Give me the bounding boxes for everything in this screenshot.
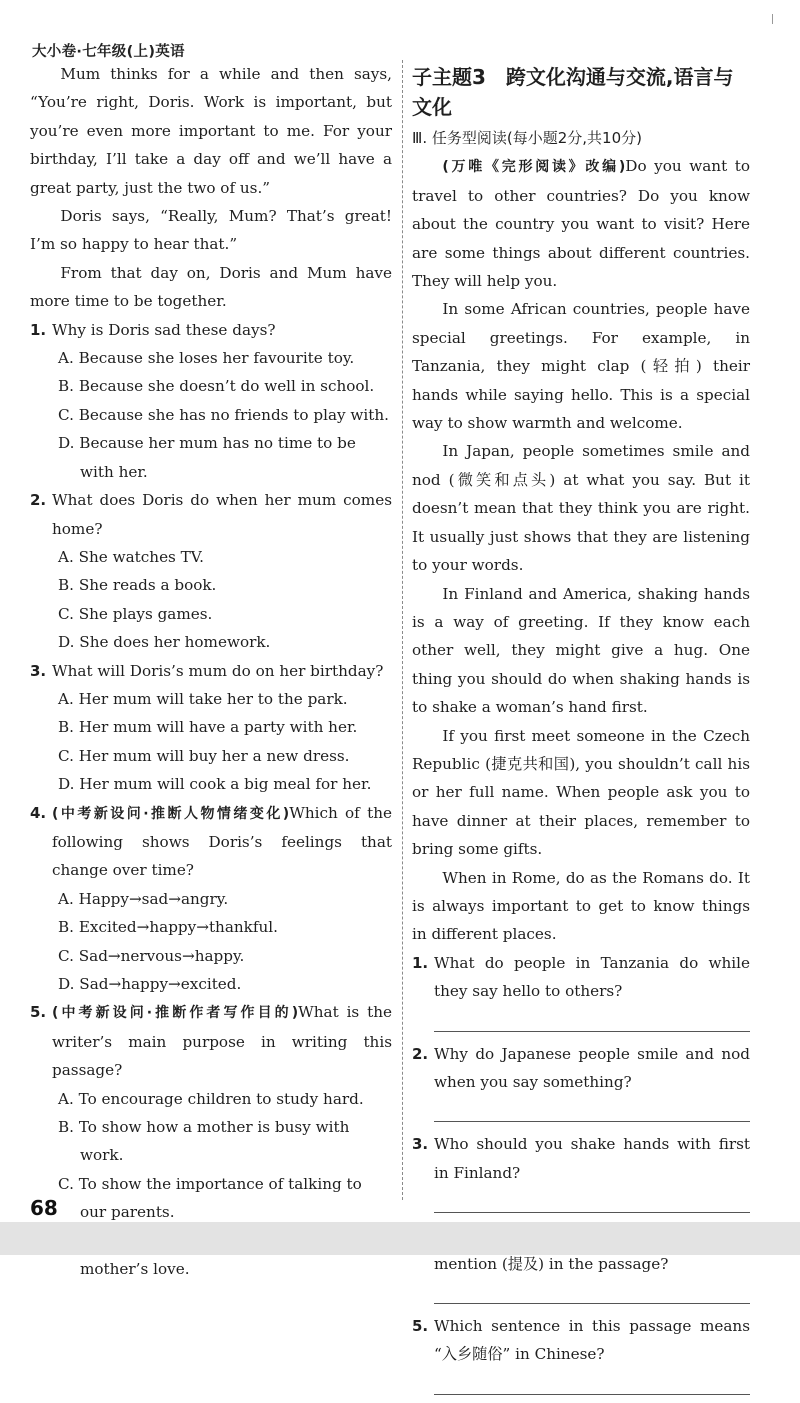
question-text: What do people in Tanzania do while they say hello to others? [434, 953, 750, 1001]
question-text: What does Doris do when her mum comes home? [52, 491, 392, 538]
option-d[interactable]: D. She does her homework. [58, 633, 271, 652]
answer-line[interactable] [434, 1012, 750, 1032]
options-2 [30, 543, 392, 657]
question-number: 4. [30, 803, 47, 822]
option-b[interactable]: B. Excited→happy→thankful. [58, 918, 278, 937]
right-column [412, 60, 750, 1403]
question-1 [30, 316, 392, 344]
question-body: Which of the following shows Doris’s feelings that change over time? [52, 803, 392, 880]
question-text: Which sentence in this passage means “入乡随俗” in Chinese? [434, 1317, 750, 1364]
option-b[interactable]: B. To show how a mother is busy with work. [58, 1118, 350, 1165]
question-4 [30, 799, 392, 885]
passage-source-tag: (万唯《完形阅读》改编) [442, 159, 626, 176]
passage-paragraph: In Finland and America, shaking hands is a way of greeting. If they know each other well, they might give a hug. One thing you should do when shaking hands is to shake a woman’s hand first. [412, 584, 750, 717]
question-source-tag: (中考新设问·推断作者写作目的) [52, 1005, 299, 1022]
option-c[interactable]: C. Her mum will buy her a new dress. [58, 746, 350, 765]
question-text: Why do Japanese people smile and nod when you say something? [434, 1044, 750, 1091]
story-paragraph: Mum thinks for a while and then says, “You’re right, Doris. Work is important, but you’re even more important to me. For your birthday, I’ll take a day off and we’ll have a great party, just the two of us.” [30, 65, 392, 197]
question-number: 2. [412, 1044, 429, 1063]
task-question-1 [412, 949, 750, 1006]
passage-paragraph: When in Rome, do as the Romans do. It is always important to get to know things in different places. [412, 868, 750, 944]
question-3 [30, 657, 392, 685]
passage-paragraph: In some African countries, people have special greetings. For example, in Tanzania, they might clap (轻拍) their hands while saying hello. This is a special way to show warmth and welcome. [412, 300, 750, 433]
option-a[interactable]: A. To encourage children to study hard. [58, 1089, 364, 1108]
options-4 [30, 885, 392, 999]
question-5 [30, 998, 392, 1084]
option-b[interactable]: B. She reads a book. [58, 576, 217, 595]
option-a[interactable]: A. Her mum will take her to the park. [58, 689, 348, 708]
question-body: What is the writer’s main purpose in writing this passage? [52, 1003, 392, 1080]
left-column [30, 60, 392, 1283]
option-c[interactable]: C. To show the importance of talking to our parents. [58, 1174, 362, 1222]
option-b[interactable]: B. Her mum will have a party with her. [58, 718, 358, 737]
page-bottom-margin [0, 1222, 800, 1255]
subtheme-title: 子主题3 跨文化沟通与交流,语言与文化 [412, 65, 734, 119]
passage-paragraph: In Japan, people sometimes smile and nod (微笑和点头) at what you say. But it doesn’t mean that they think you are right. It usually just shows that they are listening to your words. [412, 442, 750, 575]
task-question-2 [412, 1040, 750, 1097]
answer-line[interactable] [434, 1102, 750, 1122]
question-text [52, 998, 392, 1084]
task-question-5 [412, 1312, 750, 1369]
question-number: 5. [30, 1003, 47, 1022]
option-b[interactable]: B. Because she doesn’t do well in school. [58, 377, 375, 396]
option-d[interactable]: D. Because her mum has no time to be with her. [58, 434, 356, 481]
option-c[interactable]: C. Because she has no friends to play with. [58, 405, 389, 424]
question-text [52, 799, 392, 885]
option-a[interactable]: A. Because she loses her favourite toy. [58, 349, 355, 368]
question-text: Why is Doris sad these days? [52, 320, 276, 339]
answer-line[interactable] [434, 1284, 750, 1304]
passage-intro [412, 152, 750, 295]
options-1 [30, 344, 392, 486]
answer-line[interactable] [434, 1193, 750, 1213]
option-d[interactable]: mother’s love. [80, 1260, 190, 1279]
page-header: 大小卷·七年级(上)英语 [32, 44, 185, 60]
question-text: mention (提及) in the passage? [434, 1254, 669, 1273]
option-a[interactable]: A. She watches TV. [58, 547, 204, 566]
page-number: 68 [30, 1196, 58, 1220]
column-divider [402, 60, 403, 1200]
question-number: 1. [412, 953, 429, 972]
option-c[interactable]: C. She plays games. [58, 604, 213, 623]
question-2 [30, 486, 392, 543]
passage-paragraph: If you first meet someone in the Czech Republic (捷克共和国), you shouldn’t call his or her full name. When people ask you to have dinner at their places, remember to bring some gifts. [412, 726, 750, 859]
story-paragraph: From that day on, Doris and Mum have more time to be together. [30, 263, 392, 311]
question-number: 1. [30, 320, 47, 339]
story-paragraph: Doris says, “Really, Mum? That’s great! I’m so happy to hear that.” [30, 207, 392, 254]
question-text: What will Doris’s mum do on her birthday? [52, 661, 384, 680]
option-d[interactable]: D. Her mum will cook a big meal for her. [58, 775, 372, 794]
question-number: 3. [412, 1135, 429, 1154]
crop-mark [772, 14, 773, 24]
question-number: 2. [30, 491, 47, 510]
option-a[interactable]: A. Happy→sad→angry. [58, 889, 229, 908]
task-question-3 [412, 1130, 750, 1187]
option-c[interactable]: C. Sad→nervous→happy. [58, 946, 245, 965]
option-d[interactable]: D. Sad→happy→excited. [58, 975, 242, 993]
section-heading: Ⅲ. 任务型阅读(每小题2分,共10分) [412, 129, 642, 147]
intro-text: Do you want to travel to other countries? Do you know about the country you want to visit? Here are some things about different countries. They will help you. [412, 157, 751, 291]
options-3 [30, 685, 392, 799]
question-number: 5. [412, 1317, 429, 1336]
answer-line[interactable] [434, 1375, 750, 1395]
question-source-tag: (中考新设问·推断人物情绪变化) [52, 805, 290, 822]
question-text: Who should you shake hands with first in Finland? [434, 1135, 750, 1182]
question-number: 3. [30, 661, 47, 680]
